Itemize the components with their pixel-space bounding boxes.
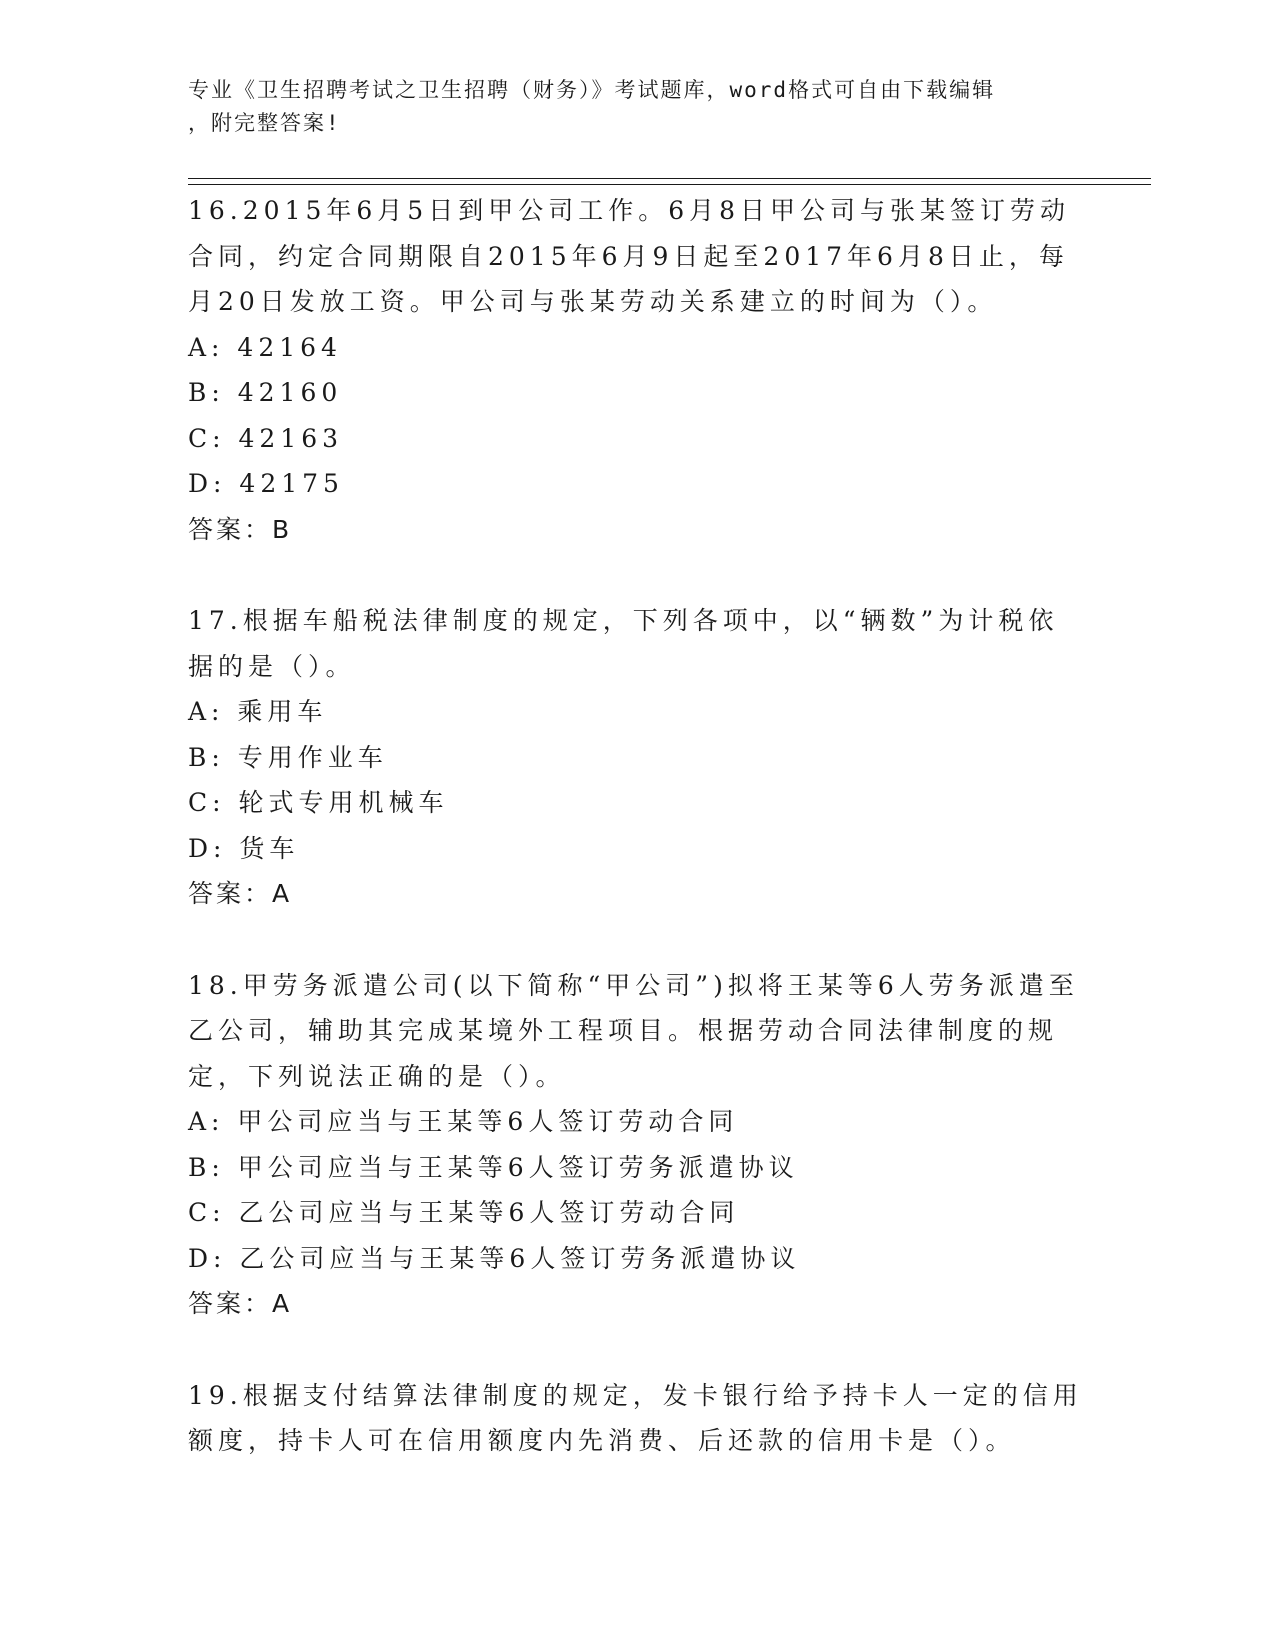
- option-c: C: 42163: [188, 423, 344, 453]
- option-a: A: 42164: [188, 332, 342, 362]
- option-d: D: 42175: [188, 469, 344, 498]
- option-b: B: 甲公司应当与王某等6人签订劳务派遣协议: [188, 1152, 799, 1182]
- option-a: A: 甲公司应当与王某等6人签订劳动合同: [188, 1107, 739, 1136]
- question-stem: 19.根据支付结算法律制度的规定，发卡银行给予持卡人一定的信用额度，持卡人可在信用额度内先消费、后还款的信用卡是（）。: [188, 1380, 1083, 1455]
- answer: 答案：A: [188, 879, 293, 908]
- option-c: C: 乙公司应当与王某等6人签订劳动合同: [188, 1198, 740, 1227]
- option-d: D: 乙公司应当与王某等6人签订劳务派遣协议: [188, 1243, 801, 1273]
- question-16: [188, 188, 1088, 552]
- header-divider: [188, 178, 1151, 185]
- answer: 答案：B: [188, 514, 293, 544]
- option-d: D: 货车: [188, 833, 300, 863]
- option-c: C: 轮式专用机械车: [188, 788, 449, 817]
- question-17: [188, 598, 1088, 917]
- question-stem: 17.根据车船税法律制度的规定，下列各项中，以“辆数”为计税依据的是（）。: [188, 606, 1059, 681]
- option-a: A: 乘用车: [188, 697, 328, 726]
- question-18: [188, 963, 1088, 1327]
- option-b: B: 专用作业车: [188, 742, 388, 772]
- question-list: [188, 188, 1088, 1510]
- question-stem: 16.2015年6月5日到甲公司工作。6月8日甲公司与张某签订劳动合同，约定合同期限自2015年6月9日起至2017年6月8日止，每月20日发放工资。甲公司与张某劳动关系建立的时间为（）。: [188, 196, 1071, 316]
- header-line-2: ，附完整答案!: [188, 111, 341, 135]
- question-19: [188, 1373, 1088, 1464]
- option-b: B: 42160: [188, 378, 343, 407]
- answer: 答案：A: [188, 1289, 293, 1318]
- page-header: [188, 74, 1068, 140]
- question-stem: 18.甲劳务派遣公司(以下简称“甲公司”)拟将王某等6人劳务派遣至乙公司，辅助其完成某境外工程项目。根据劳动合同法律制度的规定，下列说法正确的是（）。: [188, 970, 1079, 1091]
- header-line-1: 专业《卫生招聘考试之卫生招聘（财务）》考试题库，word格式可自由下载编辑: [188, 78, 996, 102]
